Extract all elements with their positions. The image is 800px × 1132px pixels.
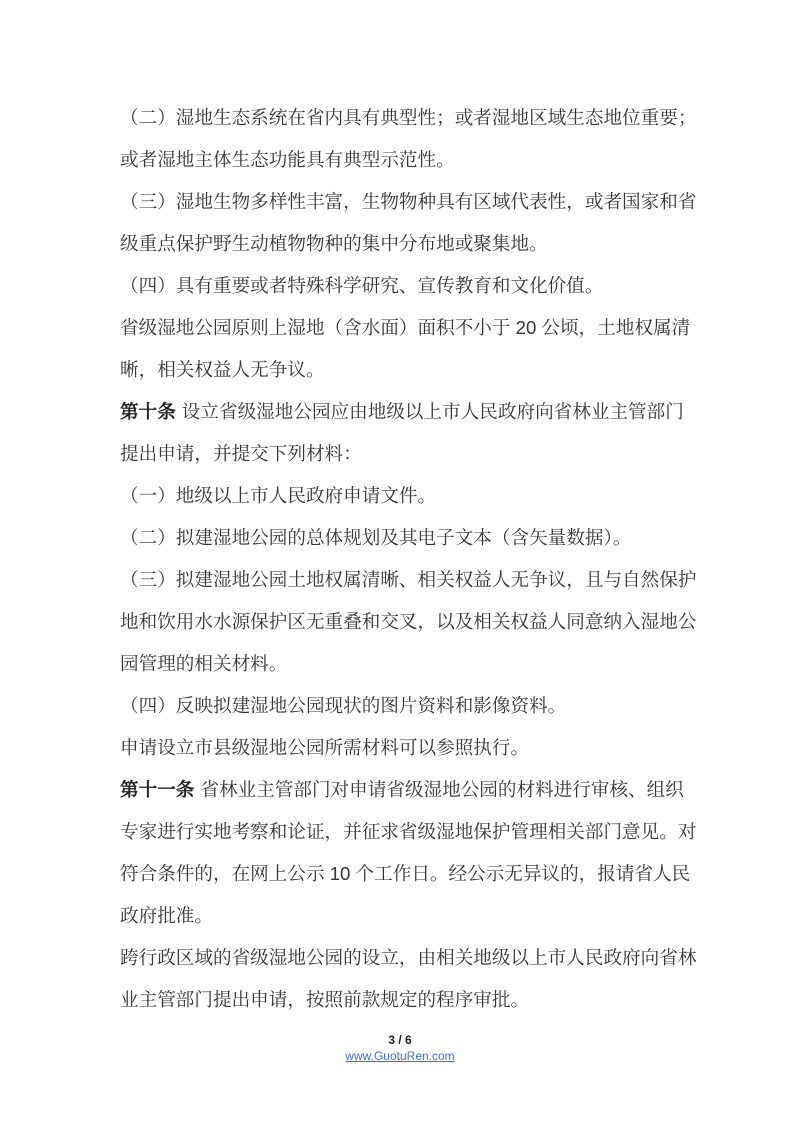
line-text: （二）湿地生态系统在省内具有典型性；或者湿地区域生态地位重要；	[120, 107, 697, 128]
text-line	[120, 811, 697, 853]
line-text: 申请设立市县级湿地公园所需材料可以参照执行。	[120, 737, 530, 758]
paragraph	[120, 265, 685, 307]
text-line	[120, 559, 697, 601]
text-line	[120, 643, 685, 685]
text-line	[120, 853, 691, 895]
paragraph	[120, 97, 697, 181]
text-line	[120, 265, 685, 307]
line-text: 园管理的相关材料。	[120, 653, 288, 674]
site-link[interactable]: www.GuotuRen.com	[345, 1049, 455, 1063]
line-text: 跨行政区域的省级湿地公园的设立，由相关地级以上市人民政府向省林	[120, 947, 697, 968]
document-body	[120, 97, 697, 1021]
text-line	[120, 769, 685, 811]
text-line	[120, 181, 697, 223]
text-line	[120, 601, 697, 643]
line-text: 级重点保护野生动植物物种的集中分布地或聚集地。	[120, 233, 548, 254]
article-number: 第十条	[120, 401, 176, 422]
line-text: （三）拟建湿地公园土地权属清晰、相关权益人无争议，且与自然保护	[120, 569, 697, 590]
text-line	[120, 223, 685, 265]
line-text: 地和饮用水水源保护区无重叠和交叉，以及相关权益人同意纳入湿地公	[120, 611, 697, 632]
text-line	[120, 307, 691, 349]
line-text: （三）湿地生物多样性丰富，生物物种具有区域代表性，或者国家和省	[120, 191, 697, 212]
paragraph	[120, 307, 691, 391]
line-text: 业主管部门提出申请，按照前款规定的程序审批。	[120, 989, 530, 1010]
text-line	[120, 685, 685, 727]
article-paragraph	[120, 391, 685, 475]
paragraph	[120, 517, 685, 559]
text-line	[120, 895, 685, 937]
text-line	[120, 727, 685, 769]
text-line	[120, 937, 697, 979]
text-line	[120, 139, 685, 181]
line-text: 提出申请，并提交下列材料：	[120, 443, 362, 464]
line-text: （四）反映拟建湿地公园现状的图片资料和影像资料。	[120, 695, 567, 716]
text-line	[120, 433, 685, 475]
line-text: 省级湿地公园原则上湿地（含水面）面积不小于 20 公顷，土地权属清	[120, 317, 691, 338]
text-line	[120, 517, 685, 559]
line-text: （一）地级以上市人民政府申请文件。	[120, 485, 437, 506]
article-paragraph	[120, 769, 697, 937]
paragraph	[120, 685, 685, 727]
article-number: 第十一条	[120, 779, 195, 800]
line-text: （二）拟建湿地公园的总体规划及其电子文本（含矢量数据）。	[120, 527, 632, 548]
paragraph	[120, 559, 697, 685]
line-text: 省林业主管部门对申请省级湿地公园的材料进行审核、组织	[200, 779, 684, 800]
line-text: 政府批准。	[120, 905, 213, 926]
text-line	[120, 979, 685, 1021]
paragraph	[120, 937, 697, 1021]
line-text: （四）具有重要或者特殊科学研究、宣传教育和文化价值。	[120, 275, 604, 296]
line-text: 或者湿地主体生态功能具有典型示范性。	[120, 149, 455, 170]
line-text: 专家进行实地考察和论证，并征求省级湿地保护管理相关部门意见。对	[120, 821, 697, 842]
paragraph	[120, 727, 685, 769]
paragraph	[120, 475, 685, 517]
line-text: 符合条件的，在网上公示 10 个工作日。经公示无异议的，报请省人民	[120, 863, 691, 884]
line-text: 设立省级湿地公园应由地级以上市人民政府向省林业主管部门	[181, 401, 684, 422]
paragraph	[120, 181, 697, 265]
text-line	[120, 97, 697, 139]
line-text: 晰，相关权益人无争议。	[120, 359, 325, 380]
text-line	[120, 391, 685, 433]
page-number: 3 / 6	[388, 1033, 412, 1047]
text-line	[120, 475, 685, 517]
text-line	[120, 349, 685, 391]
page-footer	[0, 1032, 800, 1064]
